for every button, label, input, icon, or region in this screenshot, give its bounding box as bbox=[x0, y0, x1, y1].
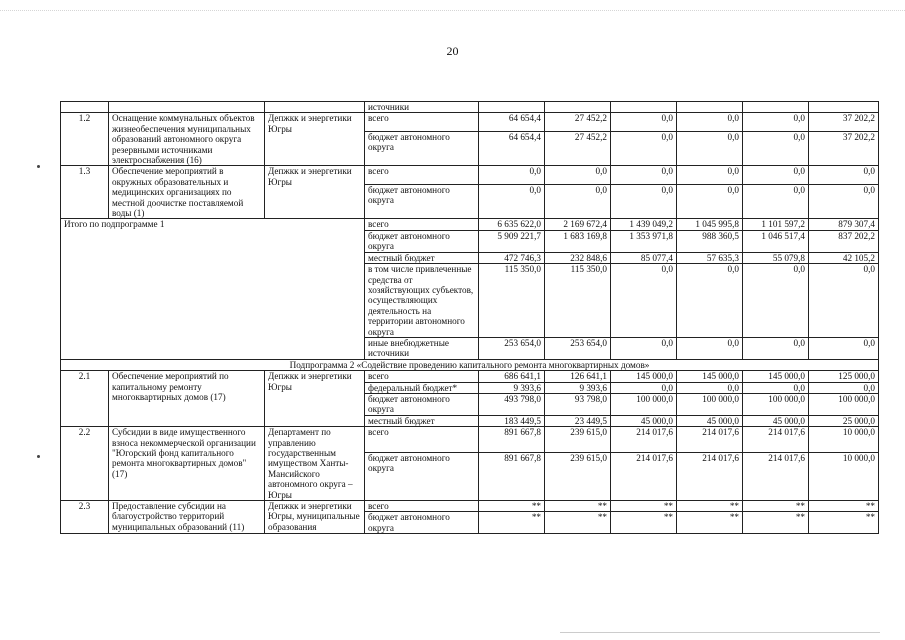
value-cell-2: 214 017,6 bbox=[611, 427, 677, 452]
value-cell-3: ** bbox=[677, 512, 743, 534]
value-cell-1: 232 848,6 bbox=[545, 252, 611, 263]
funding-source: местный бюджет bbox=[365, 252, 479, 263]
value-cell-3: 0,0 bbox=[677, 382, 743, 393]
value-cell-3: 0,0 bbox=[677, 184, 743, 219]
value-cell-2: 85 077,4 bbox=[611, 252, 677, 263]
value-cell-3: 988 360,5 bbox=[677, 230, 743, 252]
subprogram-total-label: Итого по подпрограмме 1 bbox=[61, 219, 365, 359]
value-cell-0: 115 350,0 bbox=[479, 264, 545, 338]
value-cell-4: 1 046 517,4 bbox=[743, 230, 809, 252]
funding-source: бюджет автономного округа bbox=[365, 131, 479, 166]
value-cell-0: 0,0 bbox=[479, 166, 545, 184]
value-cell-5: 37 202,2 bbox=[809, 113, 879, 131]
value-cell-1 bbox=[545, 102, 611, 113]
value-cell-5: 0,0 bbox=[809, 337, 879, 359]
item-name bbox=[109, 102, 265, 113]
item-number: 2.3 bbox=[61, 501, 109, 534]
value-cell-5: 42 105,2 bbox=[809, 252, 879, 263]
responsible-executor: Депжкк и энергетики Югры bbox=[265, 166, 365, 219]
value-cell-5: 837 202,2 bbox=[809, 230, 879, 252]
value-cell-5: 0,0 bbox=[809, 184, 879, 219]
value-cell-2: 1 353 971,8 bbox=[611, 230, 677, 252]
value-cell-4: 1 101 597,2 bbox=[743, 219, 809, 230]
value-cell-2: 0,0 bbox=[611, 264, 677, 338]
value-cell-2: 0,0 bbox=[611, 184, 677, 219]
page-number: 20 bbox=[446, 44, 459, 58]
item-name: Оснащение коммунальных объектов жизнеобеспечения муниципальных образований автономного округа резервными источниками электроснабжения (16) bbox=[109, 113, 265, 166]
value-cell-2: 45 000,0 bbox=[611, 415, 677, 426]
item-number: 2.1 bbox=[61, 371, 109, 427]
value-cell-1: 27 452,2 bbox=[545, 113, 611, 131]
value-cell-1: 0,0 bbox=[545, 166, 611, 184]
value-cell-2: 0,0 bbox=[611, 337, 677, 359]
table-row bbox=[61, 113, 879, 131]
value-cell-0: 493 798,0 bbox=[479, 393, 545, 415]
item-number: 1.3 bbox=[61, 166, 109, 219]
item-number bbox=[61, 102, 109, 113]
funding-source: бюджет автономного округа bbox=[365, 512, 479, 534]
value-cell-0: 6 635 622,0 bbox=[479, 219, 545, 230]
scan-artifact bbox=[560, 632, 880, 633]
value-cell-1: 115 350,0 bbox=[545, 264, 611, 338]
responsible-executor: Депжкк и энергетики Югры, муниципальные образования bbox=[265, 501, 365, 534]
value-cell-4: ** bbox=[743, 512, 809, 534]
value-cell-4: 0,0 bbox=[743, 131, 809, 166]
value-cell-4: 45 000,0 bbox=[743, 415, 809, 426]
value-cell-1: ** bbox=[545, 501, 611, 512]
responsible-executor bbox=[265, 102, 365, 113]
funding-source: источники bbox=[365, 102, 479, 113]
value-cell-3: 145 000,0 bbox=[677, 371, 743, 382]
value-cell-4: 0,0 bbox=[743, 264, 809, 338]
value-cell-2: 0,0 bbox=[611, 113, 677, 131]
table-row bbox=[61, 501, 879, 512]
value-cell-5: 100 000,0 bbox=[809, 393, 879, 415]
funding-source: местный бюджет bbox=[365, 415, 479, 426]
value-cell-2 bbox=[611, 102, 677, 113]
value-cell-4: 214 017,6 bbox=[743, 452, 809, 501]
value-cell-5 bbox=[809, 102, 879, 113]
item-name: Обеспечение мероприятий в окружных образовательных и медицинских организациях по местной доочистке поставляемой воды (1) bbox=[109, 166, 265, 219]
value-cell-1: 9 393,6 bbox=[545, 382, 611, 393]
value-cell-5: 25 000,0 bbox=[809, 415, 879, 426]
value-cell-2: 100 000,0 bbox=[611, 393, 677, 415]
funding-source: в том числе привлеченные средства от хозяйствующих субъектов, осуществляющих деятельность на территории автономного округа bbox=[365, 264, 479, 338]
table-row bbox=[61, 371, 879, 382]
value-cell-0: 64 654,4 bbox=[479, 131, 545, 166]
value-cell-0: 183 449,5 bbox=[479, 415, 545, 426]
value-cell-3: 0,0 bbox=[677, 166, 743, 184]
value-cell-3: 100 000,0 bbox=[677, 393, 743, 415]
value-cell-0: 64 654,4 bbox=[479, 113, 545, 131]
value-cell-3: 0,0 bbox=[677, 113, 743, 131]
table-row bbox=[61, 219, 879, 230]
funding-source: бюджет автономного округа bbox=[365, 393, 479, 415]
value-cell-5: 0,0 bbox=[809, 382, 879, 393]
value-cell-3: 0,0 bbox=[677, 264, 743, 338]
funding-source: всего bbox=[365, 219, 479, 230]
responsible-executor: Департамент по управлению государственным имуществом Ханты-Мансийского автономного округа – Югры bbox=[265, 427, 365, 501]
subprogram-header: Подпрограмма 2 «Содействие проведению капитального ремонта многоквартирных домов» bbox=[61, 359, 879, 370]
value-cell-5: 0,0 bbox=[809, 264, 879, 338]
value-cell-3: 45 000,0 bbox=[677, 415, 743, 426]
value-cell-1: 93 798,0 bbox=[545, 393, 611, 415]
value-cell-3: 1 045 995,8 bbox=[677, 219, 743, 230]
value-cell-3: 214 017,6 bbox=[677, 452, 743, 501]
value-cell-2: ** bbox=[611, 512, 677, 534]
item-name: Субсидии в виде имущественного взноса некоммерческой организации "Югорский фонд капитального ремонта многоквартирных домов" (17) bbox=[109, 427, 265, 501]
value-cell-5: 879 307,4 bbox=[809, 219, 879, 230]
table-row bbox=[61, 359, 879, 370]
value-cell-2: ** bbox=[611, 501, 677, 512]
value-cell-0: 5 909 221,7 bbox=[479, 230, 545, 252]
funding-source: бюджет автономного округа bbox=[365, 230, 479, 252]
value-cell-0: 472 746,3 bbox=[479, 252, 545, 263]
value-cell-0: 253 654,0 bbox=[479, 337, 545, 359]
value-cell-4: 100 000,0 bbox=[743, 393, 809, 415]
value-cell-5: ** bbox=[809, 501, 879, 512]
funding-source: всего bbox=[365, 113, 479, 131]
value-cell-2: 0,0 bbox=[611, 166, 677, 184]
value-cell-4: 0,0 bbox=[743, 337, 809, 359]
value-cell-1: 239 615,0 bbox=[545, 452, 611, 501]
funding-source: всего bbox=[365, 427, 479, 452]
value-cell-4: 214 017,6 bbox=[743, 427, 809, 452]
value-cell-1: ** bbox=[545, 512, 611, 534]
value-cell-4: 0,0 bbox=[743, 166, 809, 184]
value-cell-4: 0,0 bbox=[743, 184, 809, 219]
value-cell-3: 0,0 bbox=[677, 337, 743, 359]
value-cell-1: 27 452,2 bbox=[545, 131, 611, 166]
value-cell-1: 0,0 bbox=[545, 184, 611, 219]
funding-source: всего bbox=[365, 501, 479, 512]
value-cell-0: ** bbox=[479, 512, 545, 534]
funding-source: бюджет автономного округа bbox=[365, 184, 479, 219]
value-cell-3: 214 017,6 bbox=[677, 427, 743, 452]
value-cell-1: 126 641,1 bbox=[545, 371, 611, 382]
value-cell-2: 0,0 bbox=[611, 131, 677, 166]
funding-source: всего bbox=[365, 166, 479, 184]
table-row bbox=[61, 102, 879, 113]
value-cell-1: 253 654,0 bbox=[545, 337, 611, 359]
value-cell-4: 0,0 bbox=[743, 382, 809, 393]
value-cell-2: 214 017,6 bbox=[611, 452, 677, 501]
value-cell-0: 891 667,8 bbox=[479, 427, 545, 452]
funding-source: федеральный бюджет* bbox=[365, 382, 479, 393]
value-cell-3: 57 635,3 bbox=[677, 252, 743, 263]
value-cell-5: 0,0 bbox=[809, 166, 879, 184]
value-cell-1: 23 449,5 bbox=[545, 415, 611, 426]
item-name: Предоставление субсидии на благоустройство территорий муниципальных образований (11) bbox=[109, 501, 265, 534]
value-cell-1: 1 683 169,8 bbox=[545, 230, 611, 252]
scan-speck bbox=[37, 165, 40, 168]
item-number: 1.2 bbox=[61, 113, 109, 166]
value-cell-5: 10 000,0 bbox=[809, 452, 879, 501]
item-number: 2.2 bbox=[61, 427, 109, 501]
value-cell-4 bbox=[743, 102, 809, 113]
value-cell-3: ** bbox=[677, 501, 743, 512]
value-cell-0: ** bbox=[479, 501, 545, 512]
value-cell-0: 0,0 bbox=[479, 184, 545, 219]
value-cell-0: 891 667,8 bbox=[479, 452, 545, 501]
value-cell-4: 145 000,0 bbox=[743, 371, 809, 382]
funding-source: всего bbox=[365, 371, 479, 382]
value-cell-0: 686 641,1 bbox=[479, 371, 545, 382]
value-cell-5: 10 000,0 bbox=[809, 427, 879, 452]
responsible-executor: Депжкк и энергетики Югры bbox=[265, 371, 365, 427]
value-cell-4: 0,0 bbox=[743, 113, 809, 131]
value-cell-5: ** bbox=[809, 512, 879, 534]
table-row bbox=[61, 427, 879, 452]
scan-artifact bbox=[0, 10, 905, 13]
value-cell-3: 0,0 bbox=[677, 131, 743, 166]
value-cell-4: 55 079,8 bbox=[743, 252, 809, 263]
value-cell-3 bbox=[677, 102, 743, 113]
value-cell-4: ** bbox=[743, 501, 809, 512]
value-cell-1: 2 169 672,4 bbox=[545, 219, 611, 230]
value-cell-5: 37 202,2 bbox=[809, 131, 879, 166]
value-cell-0: 9 393,6 bbox=[479, 382, 545, 393]
funding-source: бюджет автономного округа bbox=[365, 452, 479, 501]
value-cell-2: 1 439 049,2 bbox=[611, 219, 677, 230]
value-cell-1: 239 615,0 bbox=[545, 427, 611, 452]
responsible-executor: Депжкк и энергетики Югры bbox=[265, 113, 365, 166]
funding-source: иные внебюджетные источники bbox=[365, 337, 479, 359]
value-cell-2: 145 000,0 bbox=[611, 371, 677, 382]
value-cell-2: 0,0 bbox=[611, 382, 677, 393]
table-row bbox=[61, 166, 879, 184]
value-cell-5: 125 000,0 bbox=[809, 371, 879, 382]
value-cell-0 bbox=[479, 102, 545, 113]
program-table bbox=[60, 101, 879, 534]
scan-speck bbox=[37, 455, 40, 458]
item-name: Обеспечение мероприятий по капитальному ремонту многоквартирных домов (17) bbox=[109, 371, 265, 427]
